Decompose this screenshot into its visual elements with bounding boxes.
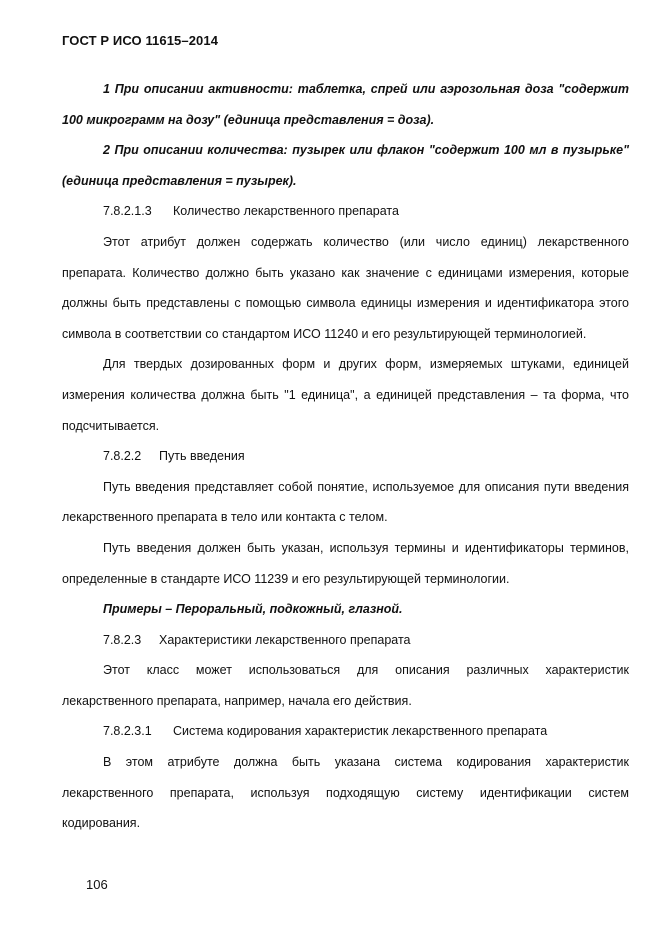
section-heading-7-8-2-3-1	[62, 716, 629, 747]
document-body	[62, 74, 629, 839]
page-number: 106	[86, 877, 108, 892]
paragraph: В этом атрибуте должна быть указана система кодирования характеристик лекарственного препарата, используя подходящую систему идентификации систем кодирования.	[62, 755, 629, 831]
section-number: 7.8.2.2	[103, 449, 142, 464]
section-title: Характеристики лекарственного препарата	[159, 632, 411, 647]
paragraph: Путь введения должен быть указан, используя термины и идентификаторы терминов, определенные в стандарте ИСО 11239 и его результирующей терминологии.	[62, 540, 629, 586]
document-header: ГОСТ Р ИСО 11615–2014	[62, 33, 219, 48]
section-number: 7.8.2.3	[103, 632, 142, 647]
section-heading-7-8-2-3	[62, 625, 629, 656]
section-number: 7.8.2.1.3	[103, 204, 152, 219]
section-number: 7.8.2.3.1	[103, 724, 152, 739]
paragraph: Для твердых дозированных форм и других форм, измеряемых штуками, единицей измерения количества должна быть "1 единица", а единицей представления – та форма, что подсчитывается.	[62, 357, 629, 433]
paragraph: Этот класс может использоваться для описания различных характеристик лекарственного препарата, например, начала его действия.	[62, 663, 629, 708]
section-heading-7-8-2-1-3	[62, 196, 629, 227]
section-heading-7-8-2-2	[62, 441, 629, 472]
paragraph: Этот атрибут должен содержать количество (или число единиц) лекарственного препарата. Количество должно быть указано как значение с единицами измерения, которые должны быть представлены с помощью символа единицы измерения и идентификатора этого символа в соответствии со стандартом ИСО 11240 и его результирующей терминологией.	[62, 234, 629, 341]
section-title: Путь введения	[159, 449, 245, 464]
paragraph: Путь введения представляет собой понятие, используемое для описания пути введения лекарственного препарата в тело или контакта с телом.	[62, 479, 629, 525]
section-title: Количество лекарственного препарата	[173, 204, 399, 219]
section-title: Система кодирования характеристик лекарственного препарата	[173, 724, 548, 739]
note-1: 1 При описании активности: таблетка, спрей или аэрозольная доза "содержит 100 микрограмм на дозу" (единица представления = доза).	[62, 82, 629, 127]
examples-line: Примеры – Пероральный, подкожный, глазной.	[103, 602, 403, 617]
note-2: 2 При описании количества: пузырек или флакон "содержит 100 мл в пузырьке" (единица представления = пузырек).	[62, 143, 629, 188]
